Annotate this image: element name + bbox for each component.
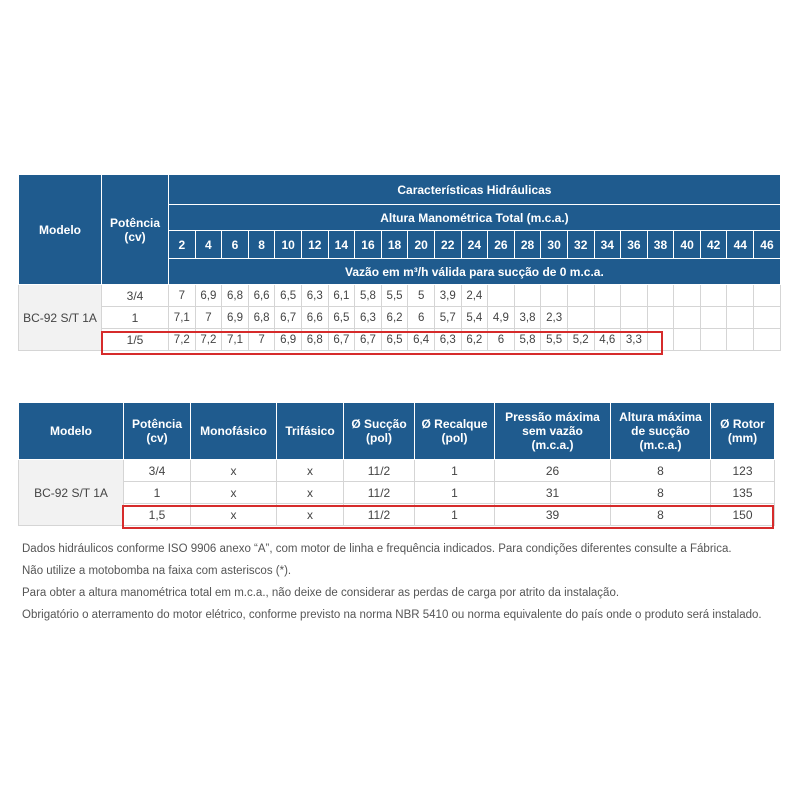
suction-cell: 11/2: [344, 504, 415, 526]
head-height-38: 38: [647, 231, 674, 259]
flow-value-cell: 6,2: [461, 329, 488, 351]
flow-value-cell: 3,9: [434, 285, 461, 307]
flow-value-cell: [621, 285, 648, 307]
head-height-12: 12: [301, 231, 328, 259]
head-height-30: 30: [541, 231, 568, 259]
flow-value-cell: [647, 307, 674, 329]
footnote: Obrigatório o aterramento do motor elétrico, conforme previsto na norma NBR 5410 ou norma equivalente do país onde o produto será instalado.: [22, 609, 762, 621]
max-suction-cell: 8: [611, 482, 711, 504]
power-cell: 1/5: [102, 329, 169, 351]
flow-value-cell: [594, 285, 621, 307]
flow-value-cell: [700, 285, 727, 307]
flow-value-cell: [674, 285, 701, 307]
table-row: [19, 329, 781, 351]
discharge-cell: 1: [415, 460, 495, 482]
discharge-cell: 1: [415, 482, 495, 504]
flow-value-cell: 6,8: [222, 285, 249, 307]
suction-cell: 11/2: [344, 460, 415, 482]
flow-value-cell: [674, 307, 701, 329]
flow-value-cell: 6,8: [248, 307, 275, 329]
flow-value-cell: 6,9: [275, 329, 302, 351]
flow-value-cell: 5,2: [567, 329, 594, 351]
head-height-32: 32: [567, 231, 594, 259]
head-height-26: 26: [488, 231, 515, 259]
head-height-22: 22: [434, 231, 461, 259]
flow-value-cell: 5,5: [381, 285, 408, 307]
three-phase-cell: x: [277, 504, 344, 526]
flow-value-cell: 6: [488, 329, 515, 351]
total-head-subtitle: Altura Manométrica Total (m.c.a.): [169, 205, 781, 231]
single-phase-cell: x: [191, 460, 277, 482]
flow-value-cell: 4,9: [488, 307, 515, 329]
head-height-8: 8: [248, 231, 275, 259]
head-height-28: 28: [514, 231, 541, 259]
head-height-4: 4: [195, 231, 222, 259]
flow-value-cell: 6,9: [195, 285, 222, 307]
flow-value-cell: [674, 329, 701, 351]
max-suction-cell: 8: [611, 504, 711, 526]
footnote: Para obter a altura manométrica total em m.c.a., não deixe de considerar as perdas de carga por atrito da instalação.: [22, 587, 620, 599]
footnotes: [22, 538, 782, 626]
flow-value-cell: 5: [408, 285, 435, 307]
max-pressure-header: Pressão máxima sem vazão (m.c.a.): [495, 403, 611, 460]
flow-value-cell: 3,8: [514, 307, 541, 329]
three-phase-cell: x: [277, 460, 344, 482]
rotor-cell: 123: [711, 460, 775, 482]
flow-value-cell: 6,6: [248, 285, 275, 307]
flow-value-cell: 3,3: [621, 329, 648, 351]
power-cell: 1: [124, 482, 191, 504]
flow-value-cell: 6,7: [355, 329, 382, 351]
flow-value-cell: 6,5: [275, 285, 302, 307]
head-height-2: 2: [169, 231, 196, 259]
flow-value-cell: 4,6: [594, 329, 621, 351]
power-cell: 1,5: [124, 504, 191, 526]
flow-value-cell: 7,1: [222, 329, 249, 351]
rotor-cell: 135: [711, 482, 775, 504]
footnote: Dados hidráulicos conforme ISO 9906 anexo “A”, com motor de linha e frequência indicados. Para condições diferentes consulte a Fábrica.: [22, 543, 732, 555]
power-cell: 3/4: [124, 460, 191, 482]
rotor-diameter-header: Ø Rotor (mm): [711, 403, 775, 460]
suction-cell: 11/2: [344, 482, 415, 504]
flow-value-cell: 6,7: [328, 329, 355, 351]
power-header: Potência (cv): [102, 175, 169, 285]
flow-value-cell: [647, 285, 674, 307]
flow-value-cell: 6,8: [301, 329, 328, 351]
head-height-44: 44: [727, 231, 754, 259]
flow-value-cell: 7,2: [169, 329, 196, 351]
flow-value-cell: 6,2: [381, 307, 408, 329]
table-row: [19, 504, 775, 526]
flow-value-cell: [567, 285, 594, 307]
head-height-20: 20: [408, 231, 435, 259]
flow-value-cell: 6,4: [408, 329, 435, 351]
head-height-40: 40: [674, 231, 701, 259]
head-height-24: 24: [461, 231, 488, 259]
flow-value-cell: [594, 307, 621, 329]
flow-value-cell: [727, 329, 754, 351]
spec-model-header: Modelo: [19, 403, 124, 460]
head-height-14: 14: [328, 231, 355, 259]
flow-value-cell: 5,8: [355, 285, 382, 307]
head-height-18: 18: [381, 231, 408, 259]
flow-value-cell: 6,9: [222, 307, 249, 329]
power-cell: 3/4: [102, 285, 169, 307]
discharge-diameter-header: Ø Recalque (pol): [415, 403, 495, 460]
flow-value-cell: 6: [408, 307, 435, 329]
hydraulic-characteristics-table: [18, 174, 781, 351]
head-height-10: 10: [275, 231, 302, 259]
head-height-46: 46: [754, 231, 781, 259]
suction-diameter-header: Ø Sucção (pol): [344, 403, 415, 460]
flow-label: Vazão em m³/h válida para sucção de 0 m.c.a.: [169, 259, 781, 285]
flow-value-cell: 6,3: [355, 307, 382, 329]
flow-value-cell: [621, 307, 648, 329]
flow-value-cell: 6,3: [434, 329, 461, 351]
flow-value-cell: [567, 307, 594, 329]
flow-value-cell: 5,7: [434, 307, 461, 329]
table-row: [19, 460, 775, 482]
flow-value-cell: [700, 329, 727, 351]
flow-value-cell: 6,6: [301, 307, 328, 329]
flow-value-cell: 6,7: [275, 307, 302, 329]
model-header: Modelo: [19, 175, 102, 285]
head-height-16: 16: [355, 231, 382, 259]
single-phase-header: Monofásico: [191, 403, 277, 460]
footnote: Não utilize a motobomba na faixa com asteriscos (*).: [22, 565, 292, 577]
flow-value-cell: 7: [248, 329, 275, 351]
flow-value-cell: [700, 307, 727, 329]
table-row: [19, 285, 781, 307]
flow-value-cell: 7: [169, 285, 196, 307]
head-height-42: 42: [700, 231, 727, 259]
flow-value-cell: 6,3: [301, 285, 328, 307]
head-height-6: 6: [222, 231, 249, 259]
flow-value-cell: 7,1: [169, 307, 196, 329]
specifications-table: [18, 402, 775, 526]
flow-value-cell: 7,2: [195, 329, 222, 351]
single-phase-cell: x: [191, 504, 277, 526]
flow-value-cell: [754, 285, 781, 307]
max-suction-cell: 8: [611, 460, 711, 482]
head-height-34: 34: [594, 231, 621, 259]
flow-value-cell: 6,5: [381, 329, 408, 351]
flow-value-cell: 5,8: [514, 329, 541, 351]
flow-value-cell: 2,4: [461, 285, 488, 307]
flow-value-cell: 5,5: [541, 329, 568, 351]
flow-value-cell: 6,5: [328, 307, 355, 329]
flow-value-cell: [727, 285, 754, 307]
pressure-cell: 39: [495, 504, 611, 526]
hydraulic-title: Características Hidráulicas: [169, 175, 781, 205]
three-phase-header: Trifásico: [277, 403, 344, 460]
model-cell: BC-92 S/T 1A: [19, 285, 102, 351]
single-phase-cell: x: [191, 482, 277, 504]
spec-power-header: Potência (cv): [124, 403, 191, 460]
flow-value-cell: 6,1: [328, 285, 355, 307]
three-phase-cell: x: [277, 482, 344, 504]
pressure-cell: 26: [495, 460, 611, 482]
rotor-cell: 150: [711, 504, 775, 526]
flow-value-cell: [514, 285, 541, 307]
discharge-cell: 1: [415, 504, 495, 526]
flow-value-cell: 5,4: [461, 307, 488, 329]
table-row: [19, 307, 781, 329]
flow-value-cell: [647, 329, 674, 351]
flow-value-cell: [541, 285, 568, 307]
flow-value-cell: 7: [195, 307, 222, 329]
pressure-cell: 31: [495, 482, 611, 504]
max-suction-header: Altura máxima de sucção (m.c.a.): [611, 403, 711, 460]
flow-value-cell: [754, 329, 781, 351]
spec-model-cell: BC-92 S/T 1A: [19, 460, 124, 526]
flow-value-cell: [727, 307, 754, 329]
table-row: [19, 482, 775, 504]
power-cell: 1: [102, 307, 169, 329]
flow-value-cell: [488, 285, 515, 307]
flow-value-cell: [754, 307, 781, 329]
flow-value-cell: 2,3: [541, 307, 568, 329]
head-height-36: 36: [621, 231, 648, 259]
